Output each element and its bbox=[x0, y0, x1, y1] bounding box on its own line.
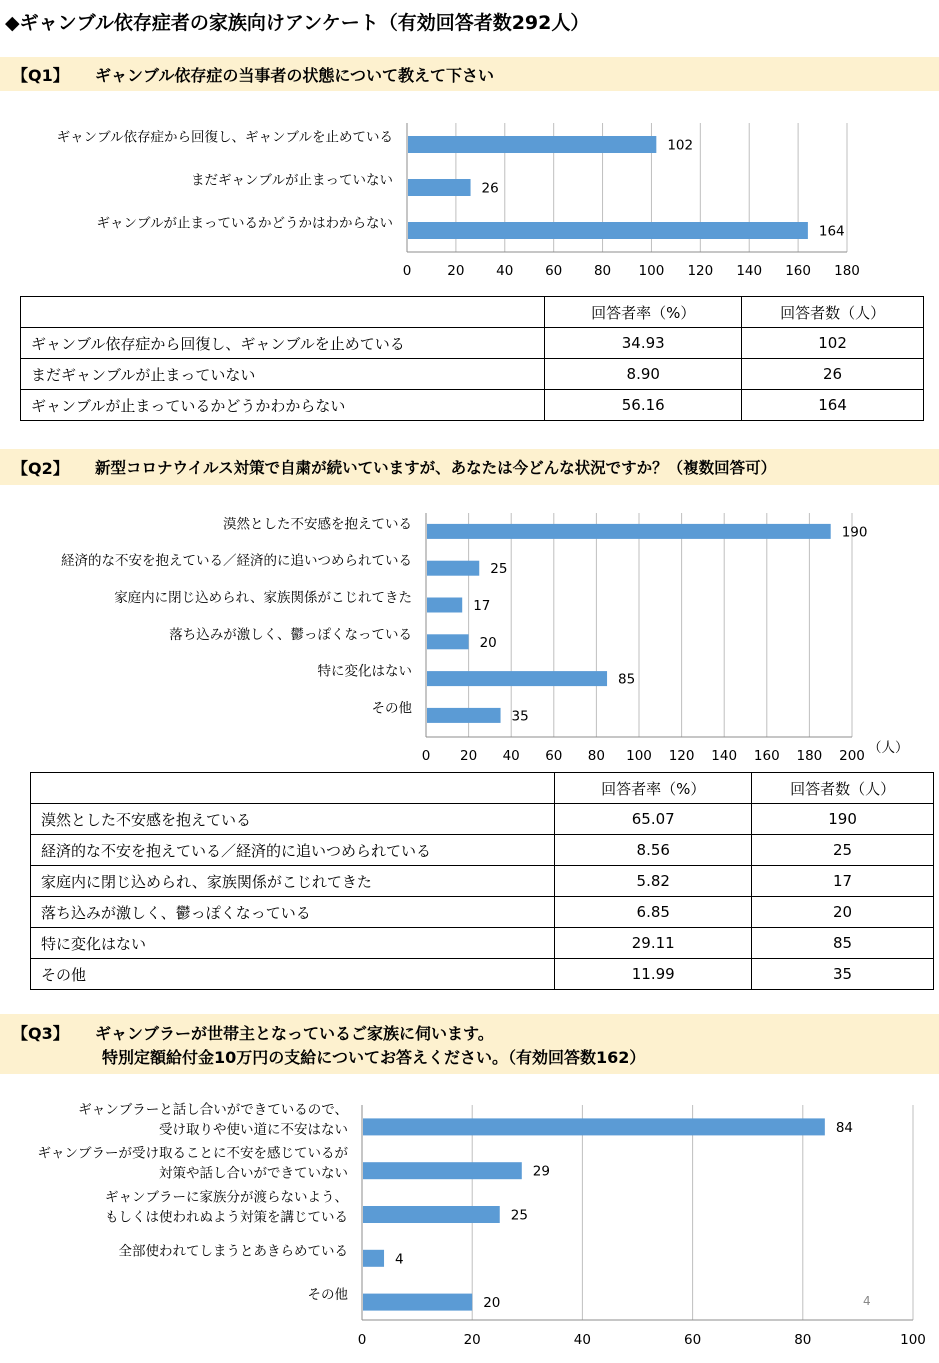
table-row bbox=[31, 866, 934, 897]
table-cell-count: 85 bbox=[752, 928, 934, 959]
bar bbox=[427, 561, 479, 576]
q3-bar-chart bbox=[0, 1098, 939, 1363]
table-cell-count: 25 bbox=[752, 835, 934, 866]
x-tick-label: 120 bbox=[687, 263, 714, 279]
data-label: 4 bbox=[395, 1251, 404, 1268]
table-cell-rate: 8.56 bbox=[555, 835, 752, 866]
x-tick-label: 180 bbox=[796, 748, 823, 764]
q3-header-band bbox=[0, 1014, 939, 1074]
table-header-row bbox=[21, 297, 924, 328]
x-tick-label: 40 bbox=[573, 1332, 591, 1348]
category-label: まだギャンブルが止まっていない bbox=[191, 172, 393, 189]
q2-bar-chart bbox=[0, 505, 939, 765]
q2-question: 新型コロナウイルス対策で自粛が続いていますが、あなたは今どんな状況ですか？（複数回答可） bbox=[95, 459, 777, 477]
table-row bbox=[31, 928, 934, 959]
bar bbox=[427, 708, 501, 723]
q3-question-line2: 特別定額給付金10万円の支給についてお答えください。（有効回答数162） bbox=[102, 1048, 646, 1067]
category-label: 漠然とした不安感を抱えている bbox=[223, 516, 412, 533]
table-header-cell bbox=[21, 297, 545, 328]
q2-header-band bbox=[0, 449, 939, 485]
table-cell-count: 190 bbox=[752, 804, 934, 835]
table-cell-label: ギャンブル依存症から回復し、ギャンブルを止めている bbox=[21, 328, 545, 359]
x-tick-label: 20 bbox=[447, 263, 465, 279]
table-header-cell: 回答者率（%） bbox=[555, 773, 752, 804]
table-cell-count: 20 bbox=[752, 897, 934, 928]
x-tick-label: 160 bbox=[753, 748, 780, 764]
table-cell-label: 落ち込みが激しく、鬱っぽくなっている bbox=[31, 897, 555, 928]
table-cell-rate: 56.16 bbox=[545, 390, 742, 421]
data-label: 164 bbox=[818, 223, 845, 240]
q1-bar-chart bbox=[0, 105, 939, 285]
table-cell-rate: 65.07 bbox=[555, 804, 752, 835]
data-label: 26 bbox=[481, 180, 499, 197]
data-label: 85 bbox=[618, 671, 636, 688]
table-row bbox=[21, 359, 924, 390]
table-cell-rate: 11.99 bbox=[555, 959, 752, 990]
table-row bbox=[31, 959, 934, 990]
table-row bbox=[31, 804, 934, 835]
x-tick-label: 140 bbox=[736, 263, 763, 279]
q1-table bbox=[20, 296, 924, 421]
table-header-row bbox=[31, 773, 934, 804]
data-label: 190 bbox=[841, 524, 868, 541]
data-label: 35 bbox=[511, 708, 529, 725]
data-label: 17 bbox=[473, 598, 491, 614]
category-label: 経済的な不安を抱えている／経済的に追いつめられている bbox=[61, 553, 412, 570]
category-label: 特に変化はない bbox=[317, 663, 412, 680]
data-label: 20 bbox=[483, 1295, 501, 1312]
table-row bbox=[31, 835, 934, 866]
category-label: 全部使われてしまうとあきらめている bbox=[118, 1243, 348, 1260]
table-header-cell bbox=[31, 773, 555, 804]
gridlines bbox=[469, 513, 852, 737]
bar bbox=[363, 1206, 500, 1223]
q1-question: ギャンブル依存症の当事者の状態について教えて下さい bbox=[95, 66, 495, 85]
category-label: 落ち込みが激しく、鬱っぽくなっている bbox=[169, 626, 412, 643]
table-cell-label: 経済的な不安を抱えている／経済的に追いつめられている bbox=[31, 835, 555, 866]
x-tick-label: 60 bbox=[545, 748, 563, 764]
data-label: 84 bbox=[835, 1119, 854, 1136]
bar bbox=[363, 1162, 522, 1179]
x-tick-label: 40 bbox=[502, 748, 520, 764]
category-label: 対策や話し合いができていない bbox=[159, 1165, 348, 1182]
bar bbox=[408, 222, 808, 239]
table-cell-count: 164 bbox=[742, 390, 924, 421]
q3-question-line1: ギャンブラーが世帯主となっているご家族に伺います。 bbox=[95, 1024, 494, 1043]
category-label: ギャンブラーが受け取ることに不安を感じているが bbox=[37, 1145, 348, 1162]
category-label: 家庭内に閉じ込められ、家族関係がこじれてきた bbox=[114, 590, 412, 606]
table-cell-rate: 5.82 bbox=[555, 866, 752, 897]
x-axis-unit: （人） bbox=[868, 740, 909, 756]
table-row bbox=[21, 328, 924, 359]
table-header-cell: 回答者率（%） bbox=[545, 297, 742, 328]
table-cell-count: 102 bbox=[742, 328, 924, 359]
bar bbox=[408, 136, 656, 153]
q1-tag: 【Q1】 bbox=[12, 66, 69, 85]
table-cell-label: その他 bbox=[31, 959, 555, 990]
table-cell-count: 17 bbox=[752, 866, 934, 897]
table-cell-rate: 6.85 bbox=[555, 897, 752, 928]
table-cell-rate: 29.11 bbox=[555, 928, 752, 959]
bar bbox=[408, 179, 471, 196]
table-cell-label: まだギャンブルが止まっていない bbox=[21, 359, 545, 390]
x-tick-label: 40 bbox=[496, 263, 514, 279]
x-tick-label: 0 bbox=[421, 748, 431, 764]
category-label: ギャンブラーに家族分が渡らないよう、 bbox=[105, 1189, 348, 1206]
bar bbox=[363, 1294, 472, 1311]
table-cell-rate: 8.90 bbox=[545, 359, 742, 390]
x-tick-label: 0 bbox=[402, 263, 412, 279]
data-label: 25 bbox=[490, 561, 508, 578]
x-tick-label: 80 bbox=[587, 748, 605, 764]
table-header-cell: 回答者数（人） bbox=[742, 297, 924, 328]
table-cell-label: 家庭内に閉じ込められ、家族関係がこじれてきた bbox=[31, 866, 555, 897]
category-label: ギャンブル依存症から回復し、ギャンブルを止めている bbox=[56, 129, 393, 146]
table-cell-label: 漠然とした不安感を抱えている bbox=[31, 804, 555, 835]
table-cell-rate: 34.93 bbox=[545, 328, 742, 359]
x-tick-label: 80 bbox=[794, 1332, 812, 1348]
x-tick-label: 100 bbox=[638, 263, 665, 279]
data-label: 29 bbox=[532, 1163, 550, 1180]
category-label: もしくは使われぬよう対策を講じている bbox=[105, 1209, 348, 1226]
category-label: 受け取りや使い道に不安はない bbox=[159, 1121, 348, 1138]
x-tick-label: 0 bbox=[357, 1332, 367, 1348]
table-cell-count: 35 bbox=[752, 959, 934, 990]
x-tick-label: 20 bbox=[460, 748, 478, 764]
x-tick-label: 100 bbox=[626, 748, 652, 764]
x-tick-label: 160 bbox=[785, 263, 812, 279]
bar bbox=[363, 1250, 384, 1267]
x-tick-label: 100 bbox=[900, 1332, 926, 1348]
q2-tag: 【Q2】 bbox=[12, 459, 69, 478]
bar bbox=[427, 524, 831, 539]
bar bbox=[363, 1118, 825, 1135]
x-tick-label: 180 bbox=[834, 263, 860, 279]
table-cell-label: 特に変化はない bbox=[31, 928, 555, 959]
x-tick-label: 80 bbox=[593, 263, 612, 279]
page-title: ◆ギャンブル依存症者の家族向けアンケート（有効回答者数292人） bbox=[5, 12, 590, 34]
x-tick-label: 120 bbox=[668, 748, 695, 764]
data-label: 25 bbox=[510, 1207, 528, 1224]
q3-tag: 【Q3】 bbox=[12, 1024, 69, 1043]
x-tick-label: 140 bbox=[711, 748, 738, 764]
q2-table bbox=[30, 772, 934, 990]
category-label: ギャンブルが止まっているかどうかはわからない bbox=[96, 215, 393, 232]
page-number: 4 bbox=[863, 1294, 871, 1308]
bar bbox=[427, 634, 469, 649]
category-label: ギャンブラーと話し合いができているので、 bbox=[78, 1101, 348, 1118]
x-tick-label: 60 bbox=[545, 263, 563, 279]
bar bbox=[427, 671, 607, 686]
data-label: 102 bbox=[667, 137, 694, 154]
table-cell-count: 26 bbox=[742, 359, 924, 390]
table-header-cell: 回答者数（人） bbox=[752, 773, 934, 804]
bar bbox=[427, 598, 462, 613]
category-label: その他 bbox=[371, 700, 412, 717]
data-label: 20 bbox=[479, 634, 497, 651]
category-label: その他 bbox=[307, 1287, 348, 1304]
x-tick-label: 60 bbox=[684, 1332, 702, 1348]
q1-header-band bbox=[0, 57, 939, 91]
x-tick-label: 20 bbox=[463, 1332, 481, 1348]
table-row bbox=[31, 897, 934, 928]
table-cell-label: ギャンブルが止まっているかどうかわからない bbox=[21, 390, 545, 421]
x-tick-label: 200 bbox=[839, 748, 865, 764]
gridlines bbox=[472, 1105, 913, 1320]
table-row bbox=[21, 390, 924, 421]
